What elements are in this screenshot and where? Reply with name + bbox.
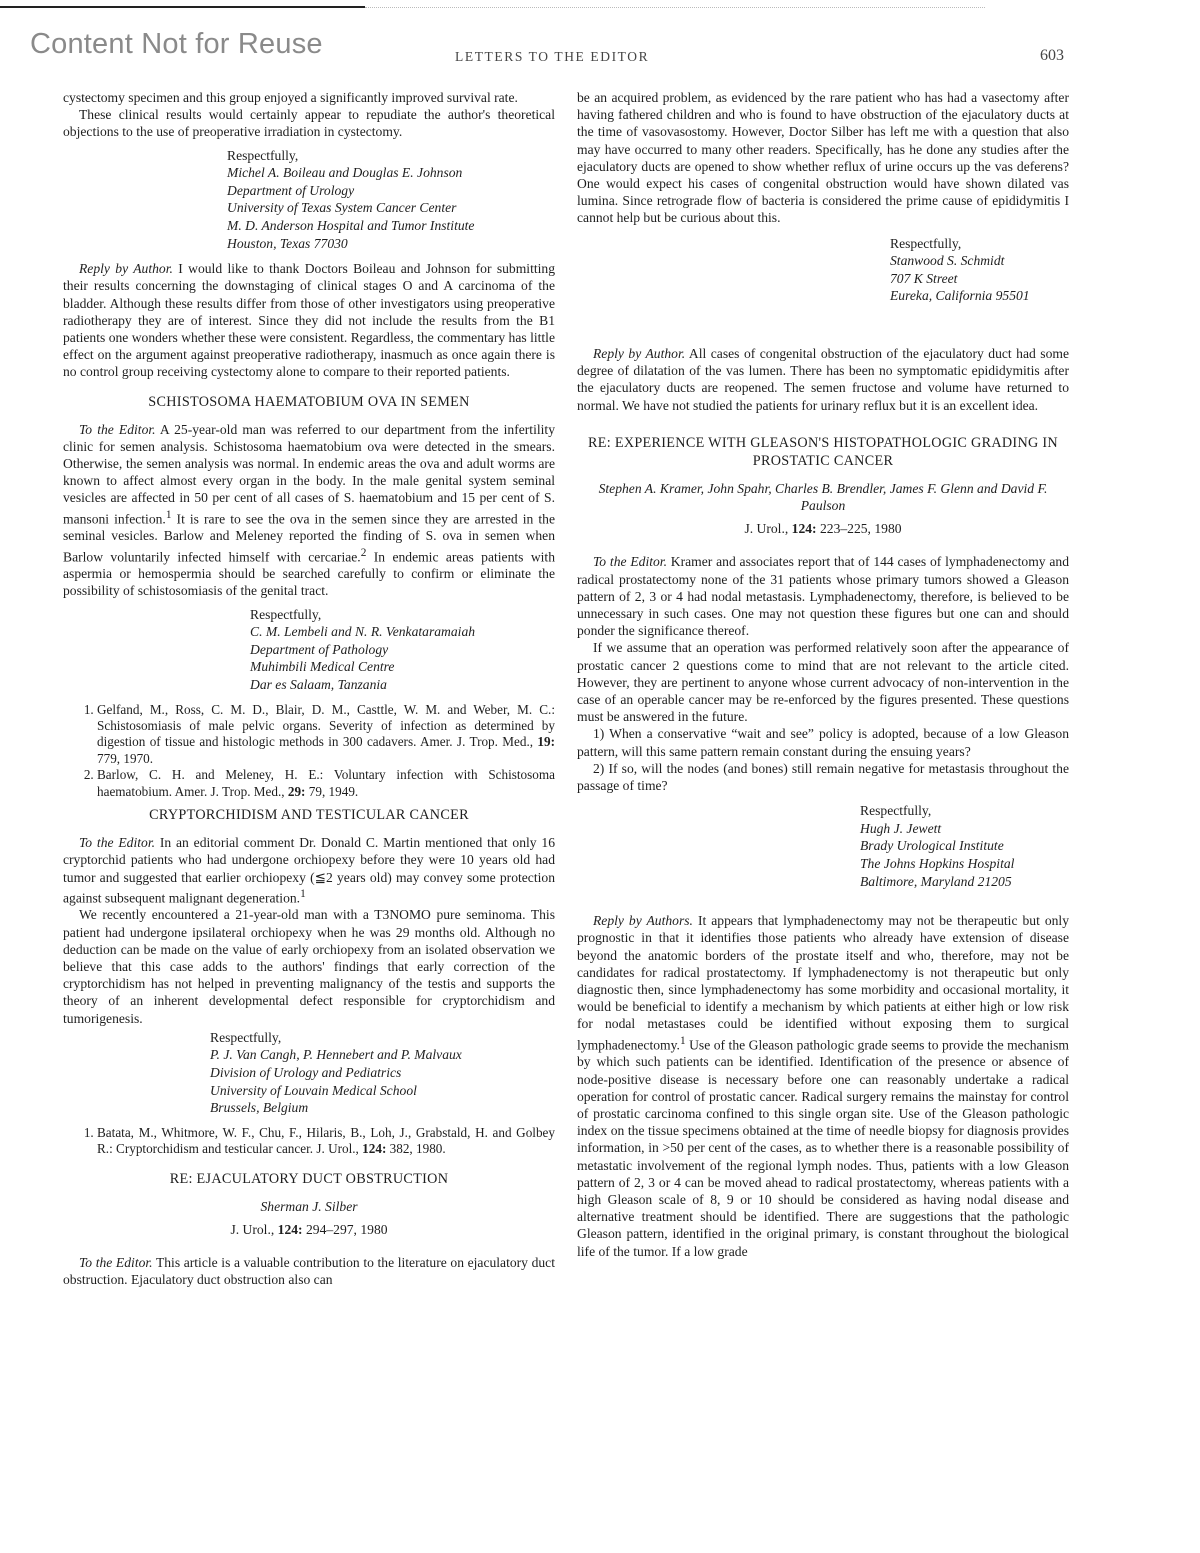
signature-block	[227, 147, 555, 253]
question-paragraph: 1) When a conservative “wait and see” policy is adopted, because of a low Gleason pattern, will this same pattern remain constant during the ensuing years?	[577, 726, 1069, 759]
reference-volume: 29:	[287, 783, 306, 799]
signature-affiliation: The Johns Hopkins Hospital	[860, 856, 1015, 872]
reply-lead: Reply by Author.	[79, 261, 173, 277]
footnote-ref: 1	[679, 1034, 686, 1047]
signature-address: Eureka, California 95501	[890, 288, 1030, 304]
signature-name: Hugh J. Jewett	[860, 820, 942, 836]
signature-address: 707 K Street	[890, 270, 958, 286]
signature-block	[250, 606, 555, 694]
signature-affiliation: University of Louvain Medical School	[210, 1082, 417, 1098]
signature-block	[210, 1029, 555, 1117]
signature-affiliation: Brady Urological Institute	[860, 838, 1004, 854]
citation-text: J. Urol.,	[230, 1221, 278, 1237]
article-authors: Stephen A. Kramer, John Spahr, Charles B. Brendler, James F. Glenn and David F. Paulson	[598, 480, 1048, 514]
letter-text: A 25-year-old man was referred to our department from the infertility clinic for semen analysis. Schistosoma haematobium ova were detected in the smears. Otherwise, the semen analysis was normal. In endemic areas the ova and adult worms are known to affect almost every organ in the body. In the male genital system seminal vesicles are affected in 50 per cent of all cases of S. haematobium and 15 per cent of S. mansoni infection.	[63, 421, 555, 527]
reference-text: Barlow, C. H. and Meleney, H. E.: Voluntary infection with Schistosoma haematobium. Amer. J. Trop. Med.,	[97, 767, 555, 799]
signature-line: Respectfully,	[210, 1029, 282, 1045]
signature-block	[890, 235, 1069, 305]
letter-text: In an editorial comment Dr. Donald C. Martin mentioned that only 16 cryptorchid patients who had undergone orchiopexy before they were 10 years old had tumor and suggested that earlier orchiopexy (≦2 years old) may convey some protection against subsequent malignant degeneration.	[63, 835, 555, 906]
letter-paragraph	[63, 834, 555, 906]
signature-address: Brussels, Belgium	[210, 1100, 309, 1116]
reference-volume: 124:	[362, 1141, 387, 1157]
section-heading: RE: EJACULATORY DUCT OBSTRUCTION	[169, 1170, 449, 1187]
reply-text: I would like to thank Doctors Boileau and Johnson for submitting their results concerning the downstaging of clinical stages O and A carcinoma of the bladder. Although these results differ from those of other investigators using preoperative radiotherapy they are of interest. Since they did not include the results from the B1 patients one wonders whether these were consistent. Regardless, the commentary has little effect on the argument against preoperative radiotherapy, inasmuch as once again there is no control group receiving cystectomy alone to compare to their reported patients.	[63, 261, 556, 380]
signature-line: Respectfully,	[860, 803, 932, 819]
top-rule	[0, 6, 365, 8]
section-heading: SCHISTOSOMA HAEMATOBIUM OVA IN SEMEN	[148, 393, 470, 410]
top-rule-dotted	[365, 7, 985, 8]
signature-block	[860, 802, 1069, 890]
right-column	[577, 89, 1069, 1260]
citation-volume: 124:	[277, 1221, 303, 1237]
letter-text: In endemic areas patients with aspermia or hemospermia should be searched carefully to confirm or eliminate the possibility of schistosomiasis of the genital tract.	[63, 549, 555, 599]
reference-text: Gelfand, M., Ross, C. M. D., Blair, D. M., Casttle, W. M. and Weber, M. C.: Schistosomiasis of male pelvic organs. Severity of infection as determined by digestion of tissue and histologic methods in 300 cadavers. Amer. J. Trop. Med.,	[97, 701, 555, 750]
reply-text: It appears that lymphadenectomy may not be therapeutic but only prognostic in that it identifies those patients who already have extension of disease beyond the anatomic borders of the prostate itself and who, therefore, may not be candidates for radical prostatectomy. If lymphadenectomy is not therapeutic but only diagnostic then, since lymphadenectomy has some morbidity and occasional mortality, it would be beneficial to identify a mechanism by which patients at either high or low risk for nodal metastases could be identified without exposing them to surgical lymphadenectomy.	[577, 913, 1070, 1053]
signature-line: Respectfully,	[227, 147, 299, 163]
footnote-ref: 2	[360, 546, 367, 559]
letter-text: Kramer and associates report that of 144 cases of lymphadenectomy and radical prostatectomy none of the 31 patients whose primary tumors showed a Gleason pattern of 2, 3 or 4 had nodal metastasis. Lymphadenectomy, therefore, is believed to be unnecessary in such cases. One may not question these figures but one can and should ponder the significance thereof.	[577, 554, 1069, 639]
paragraph: cystectomy specimen and this group enjoyed a significantly improved survival rate.	[63, 90, 518, 105]
paragraph: If we assume that an operation was performed relatively soon after the appearance of prostatic cancer 2 questions come to mind that are not relevant to the article cited. However, they are pertinent to anyone whose current advocacy of non-intervention in the case of an operable cancer may be re-enforced by the figures presented. These questions must be answered in the future.	[577, 640, 1069, 725]
signature-address: Dar es Salaam, Tanzania	[250, 677, 387, 693]
citation-text: 294–297, 1980	[302, 1221, 388, 1237]
reference-text: 779, 1970.	[97, 750, 154, 766]
letter-text: This article is a valuable contribution to the literature on ejaculatory duct obstruction. Ejaculatory duct obstruction also can	[63, 1255, 555, 1288]
reply-paragraph	[577, 345, 1069, 414]
signature-affiliation: Muhimbili Medical Centre	[250, 659, 395, 675]
section-heading: CRYPTORCHIDISM AND TESTICULAR CANCER	[149, 807, 469, 824]
article-citation	[63, 1221, 555, 1238]
reply-paragraph	[63, 260, 555, 380]
signature-name: P. J. Van Cangh, P. Hennebert and P. Malvaux	[210, 1047, 462, 1063]
signature-affiliation: Division of Urology and Pediatrics	[210, 1065, 402, 1081]
reference-list	[63, 1125, 555, 1158]
reference-item	[97, 702, 555, 768]
running-head: LETTERS TO THE EDITOR	[455, 49, 650, 64]
letter-paragraph	[577, 553, 1069, 639]
signature-address: Baltimore, Maryland 21205	[860, 873, 1012, 889]
paragraph: We recently encountered a 21-year-old man with a T3NOMO pure seminoma. This patient had undergone ipsilateral orchiopexy when he was 29 months old. Although no deduction can be made on the value of early orchiopexy from an isolated observation we believe that this case adds to the authors' findings that early correction of the cryptorchidism has not helped in preventing malignancy of the testis and supports the theory of an inherent developmental defect responsible for cryptorchidism and tumorigenesis.	[63, 907, 555, 1026]
reply-paragraph	[577, 912, 1069, 1260]
left-column	[63, 89, 555, 1288]
reference-volume: 19:	[537, 734, 555, 750]
signature-affiliation: University of Texas System Cancer Center	[227, 200, 457, 216]
reply-lead: Reply by Author.	[593, 346, 686, 361]
letter-lead: To the Editor.	[79, 835, 156, 851]
reference-item	[97, 1125, 555, 1158]
letter-lead: To the Editor.	[593, 554, 667, 570]
citation-volume: 124:	[791, 521, 817, 537]
section-heading: RE: EXPERIENCE WITH GLEASON'S HISTOPATHOLOGIC GRADING IN PROSTATIC CANCER	[588, 434, 1058, 469]
reply-lead: Reply by Authors.	[593, 913, 693, 929]
reference-text: 79, 1949.	[305, 783, 359, 799]
article-authors: Sherman J. Silber	[260, 1198, 358, 1214]
page-number: 603	[1040, 47, 1064, 64]
letter-text: It is rare to see the ova in the semen since they are arrested in the seminal vesicles. Barlow and Meleney reported the finding of S. ova in semen when Barlow voluntarily infected himself with cercariae.	[63, 511, 555, 565]
letter-lead: To the Editor.	[79, 421, 156, 437]
footnote-ref: 1	[300, 887, 306, 900]
citation-text: J. Urol.,	[744, 521, 792, 537]
signature-line: Respectfully,	[890, 235, 962, 251]
reply-text: Use of the Gleason pathologic grade seems to provide the mechanism by which such patients can be identified. Identification of the presence or absence of node-positive disease is necessary before one can reasonably undertake a radical operation for control of prostatic cancer. Radical surgery remains the mainstay for control of prostatic carcinoma confined to this single organ site. Use of the Gleason pathologic index on the tissue specimens obtained at the time of needle biopsy for diagnosis provides information, in >50 per cent of the cases, as to whether there is a reasonable possibility of metastatic involvement of the regional lymph nodes. Thus, patients with a low Gleason pattern of 2, 3 or 4 can be moved ahead to radical prostatectomy, whereas patients with a high Gleason scale of 8, 9 or 10 should be considered as having nodal disease and alternative treatment should be identified. There are suggestions that the pathologic Gleason pattern, identified in the original primary, is constant throughout the biological life of the tumor. If a low grade	[577, 1037, 1069, 1259]
signature-name: C. M. Lembeli and N. R. Venkataramaiah	[250, 624, 476, 640]
reply-text: All cases of congenital obstruction of the ejaculatory duct had some degree of dilatation of the vas lumen. There has been no symptomatic epididymitis after the ejaculatory ducts are reopened. The semen fructose and volume have returned to normal. We have not studied the patients for urinary reflux but it is an excellent idea.	[577, 346, 1069, 413]
signature-name: Michel A. Boileau and Douglas E. Johnson	[227, 165, 463, 181]
signature-affiliation: Department of Urology	[227, 182, 355, 198]
letter-lead: To the Editor.	[79, 1255, 153, 1271]
reference-item	[97, 767, 555, 800]
paragraph: These clinical results would certainly appear to repudiate the author's theoretical objections to the use of preoperative irradiation in cystectomy.	[63, 107, 555, 140]
question-paragraph: 2) If so, will the nodes (and bones) still remain negative for metastasis throughout the passage of time?	[577, 760, 1069, 794]
footnote-ref: 1	[165, 508, 172, 521]
signature-line: Respectfully,	[250, 606, 322, 622]
signature-address: Houston, Texas 77030	[227, 235, 348, 251]
signature-affiliation: M. D. Anderson Hospital and Tumor Institute	[227, 217, 475, 233]
watermark: Content Not for Reuse	[30, 28, 323, 60]
citation-text: 223–225, 1980	[816, 521, 902, 537]
signature-name: Stanwood S. Schmidt	[890, 253, 1005, 269]
reference-text: 382, 1980.	[386, 1141, 446, 1157]
signature-affiliation: Department of Pathology	[250, 641, 389, 657]
article-citation	[577, 520, 1069, 537]
reference-list	[63, 702, 555, 800]
letter-paragraph	[63, 421, 555, 600]
letter-paragraph	[63, 1254, 555, 1288]
paragraph: be an acquired problem, as evidenced by the rare patient who has had a vasectomy after having fathered children and who is found to have obstruction of the ejaculatory ducts at the time of vasovasostomy. However, Doctor Silber has left me with a question that also may have occurred to many other readers. Specifically, has he done any studies after the ejaculatory ducts are opened to show whether reflux of urine occurs up the vas deferens? One would expect his cases of congenital obstruction would have shown dilated vas lumina. Since retrograde flow of bacteria is considered the prime cause of epididymitis I cannot help but be curious about this.	[577, 90, 1069, 226]
reference-text: Batata, M., Whitmore, W. F., Chu, F., Hilaris, B., Loh, J., Grabstald, H. and Golbey R.: Cryptorchidism and testicular cancer. J. Urol.,	[97, 1124, 555, 1157]
